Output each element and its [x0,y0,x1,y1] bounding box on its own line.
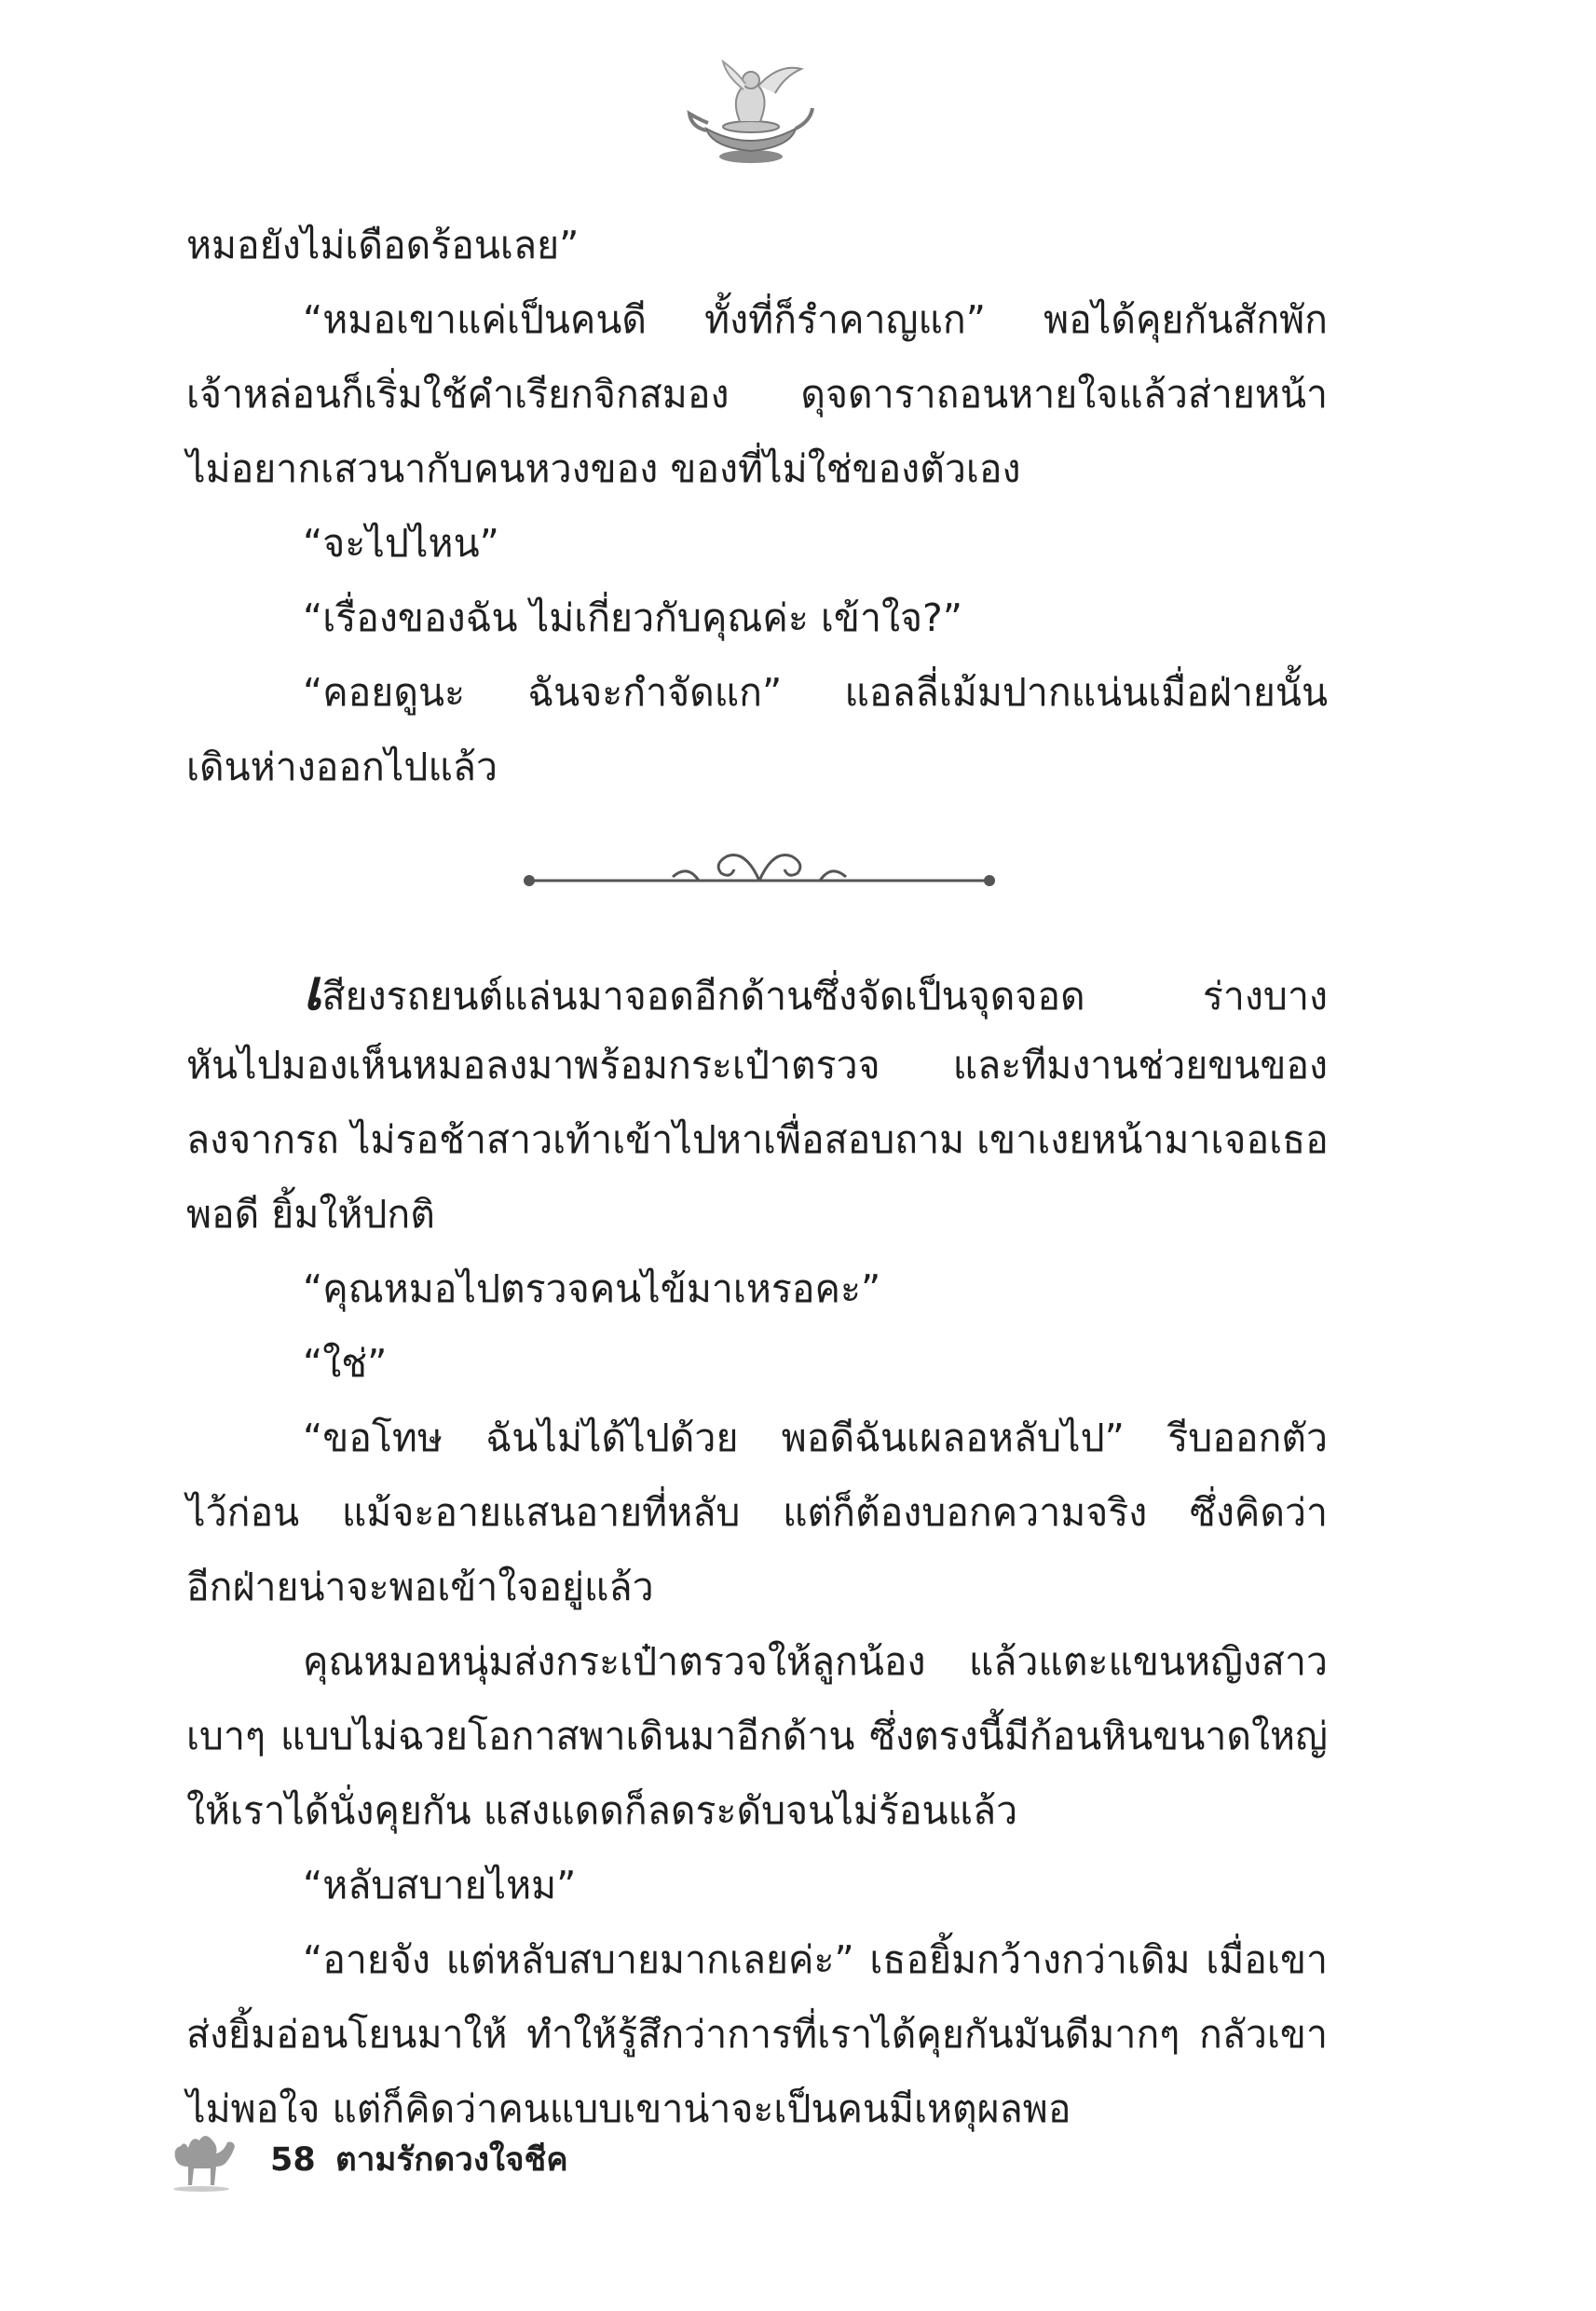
first-line-text: สียงรถยนต์แล่นมาจอดอีกด้านซึ่งจัดเป็นจุดจอด ร่างบาง [321,974,1328,1019]
paragraph-line: ไว้ก่อน แม้จะอายแสนอายที่หลับ แต่ก็ต้องบอกความจริง ซึ่งคิดว่า [186,1490,1328,1535]
paragraph-line [186,953,1328,1028]
page-footer [168,2120,820,2195]
paragraph-line: “อายจัง แต่หลับสบายมากเลยค่ะ” เธอยิ้มกว้างกว่าเดิม เมื่อเขา [303,1937,1328,1982]
scroll-divider-icon [522,843,997,899]
book-title: ตามรักดวงใจชีค [335,2141,568,2179]
section-two [186,953,1328,2146]
paragraph-line: ไม่อยากเสวนากับคนหวงของ ของที่ไม่ใช่ของตัวเอง [186,446,1021,491]
paragraph-line: เดินห่างออกไปแล้ว [186,745,498,789]
page-number: 58 [270,2141,316,2179]
paragraph-line: เจ้าหล่อนก็เริ่มใช้คำเรียกจิกสมอง ดุจดาราถอนหายใจแล้วส่ายหน้า [186,372,1328,417]
paragraph-line: คุณหมอหนุ่มส่งกระเป๋าตรวจให้ลูกน้อง แล้วแตะแขนหญิงสาว [303,1639,1328,1684]
paragraph-line: ส่งยิ้มอ่อนโยนมาให้ ทำให้รู้สึกว่าการที่เราได้คุยกันมันดีมากๆ กลัวเขา [186,2012,1328,2057]
paragraph-line: “หลับสบายไหม” [303,1863,577,1908]
paragraph-line: หันไปมองเห็นหมอลงมาพร้อมกระเป๋าตรวจ และทีมงานช่วยขนของ [186,1043,1328,1087]
paragraph-line: ไม่พอใจ แต่ก็คิดว่าคนแบบเขาน่าจะเป็นคนมีเหตุผลพอ [186,2086,1071,2131]
paragraph-line: “คอยดูนะ ฉันจะกำจัดแก” แอลลี่เม้มปากแน่นเมื่อฝ่ายนั้น [303,670,1328,715]
paragraph-line: “หมอเขาแค่เป็นคนดี ทั้งที่ก็รำคาญแก” พอได้คุยกันสักพัก [303,297,1328,342]
paragraph-line: “เรื่องของฉัน ไม่เกี่ยวกับคุณค่ะ เข้าใจ?” [303,595,963,640]
paragraph-line: หมอยังไม่เดือดร้อนเลย” [186,223,580,267]
paragraph-line: “คุณหมอไปตรวจคนไข้มาเหรอคะ” [303,1266,881,1311]
paragraph-line: พอดี ยิ้มให้ปกติ [186,1192,435,1237]
section-one [186,208,1328,804]
paragraph-line: “จะไปไหน” [303,521,499,566]
drop-cap: เ [303,958,322,1023]
paragraph-line: ให้เราได้นั่งคุยกัน แสงแดดก็ลดระดับจนไม่ร้อนแล้ว [186,1788,1018,1833]
camel-icon [168,2120,240,2193]
paragraph-line: “ขอโทษ ฉันไม่ได้ไปด้วย พอดีฉันเผลอหลับไป” รีบออกตัว [303,1415,1328,1460]
paragraph-line: “ใช่” [303,1341,388,1386]
paragraph-line: อีกฝ่ายน่าจะพอเข้าใจอยู่แล้ว [186,1565,654,1609]
genie-lamp-icon [686,52,816,173]
paragraph-line: ลงจากรถ ไม่รอช้าสาวเท้าเข้าไปหาเพื่อสอบถาม เขาเงยหน้ามาเจอเธอ [186,1117,1329,1162]
paragraph-line: เบาๆ แบบไม่ฉวยโอกาสพาเดินมาอีกด้าน ซึ่งตรงนี้มีก้อนหินขนาดใหญ่ [186,1714,1328,1758]
